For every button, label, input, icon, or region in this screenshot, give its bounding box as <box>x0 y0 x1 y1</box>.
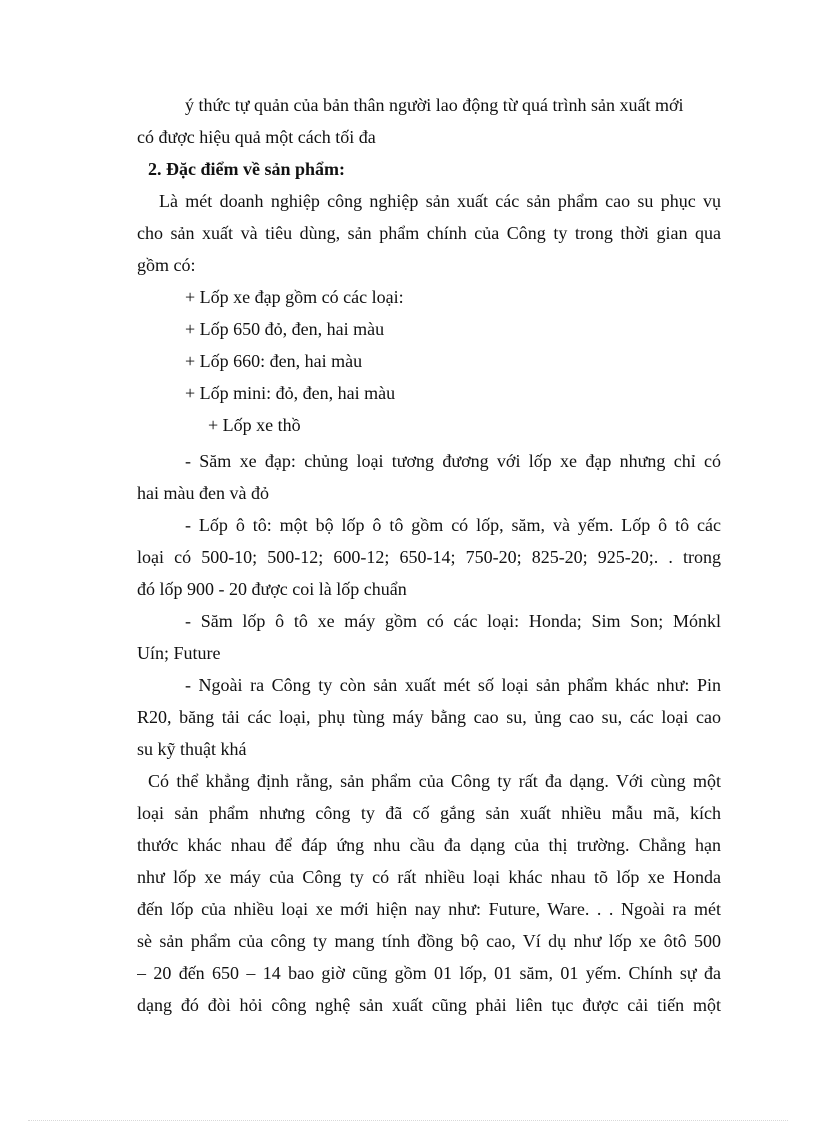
paragraph-line: đến lốp của nhiều loại xe mới hiện nay như: Future, Ware. . . Ngoài ra mét <box>137 899 721 919</box>
paragraph-line: Uín; Future <box>137 643 221 663</box>
paragraph-line: gồm có: <box>137 255 196 275</box>
paragraph-line: R20, băng tải các loại, phụ tùng máy bằng cao su, ủng cao su, các loại cao <box>137 707 721 727</box>
paragraph-line: đó lốp 900 - 20 được coi là lốp chuẩn <box>137 579 407 599</box>
paragraph-line: loại sản phẩm nhưng công ty đã cố gắng sản xuất nhiều mẫu mã, kích <box>137 803 721 823</box>
paragraph-line: Là mét doanh nghiệp công nghiệp sản xuất các sản phẩm cao su phục vụ <box>159 191 721 211</box>
paragraph-line: hai màu đen và đỏ <box>137 483 269 503</box>
paragraph-line: Có thể khẳng định rằng, sản phẩm của Công ty rất đa dạng. Với cùng một <box>148 771 721 791</box>
paragraph-line: như lốp xe máy của Công ty có rất nhiều loại khác nhau tõ lốp xe Honda <box>137 867 721 887</box>
list-item: + Lốp xe thồ <box>208 415 301 435</box>
paragraph-line: ý thức tự quản của bản thân người lao động từ quá trình sản xuất mới <box>185 95 684 115</box>
paragraph-line: cho sản xuất và tiêu dùng, sản phẩm chính của Công ty trong thời gian qua <box>137 223 721 243</box>
list-item: + Lốp 660: đen, hai màu <box>185 351 363 371</box>
paragraph-line: - Săm xe đạp: chủng loại tương đương với lốp xe đạp nhưng chỉ có <box>185 451 721 471</box>
paragraph-line: - Săm lốp ô tô xe máy gồm có các loại: Honda; Sim Son; Mónkl <box>185 611 721 631</box>
list-item: + Lốp 650 đỏ, đen, hai màu <box>185 319 385 339</box>
paragraph-line: - Ngoài ra Công ty còn sản xuất mét số loại sản phẩm khác như: Pin <box>185 675 721 695</box>
page-bottom-divider <box>28 1120 788 1121</box>
paragraph-line: dạng đó đòi hỏi công nghệ sản xuất cũng phải liên tục được cải tiến một <box>137 995 721 1015</box>
paragraph-line: - Lốp ô tô: một bộ lốp ô tô gồm có lốp, săm, và yếm. Lốp ô tô các <box>185 515 721 535</box>
paragraph-line: có được hiệu quả một cách tối đa <box>137 127 376 147</box>
paragraph-line: sè sản phẩm của công ty mang tính đồng bộ cao, Ví dụ như lốp xe ôtô 500 <box>137 931 721 951</box>
list-item: + Lốp xe đạp gồm có các loại: <box>185 287 404 307</box>
section-heading: 2. Đặc điểm về sản phẩm: <box>148 159 345 179</box>
paragraph-line: loại có 500-10; 500-12; 600-12; 650-14; 750-20; 825-20; 925-20;. . trong <box>137 547 721 567</box>
list-item: + Lốp mini: đỏ, đen, hai màu <box>185 383 396 403</box>
paragraph-line: – 20 đến 650 – 14 bao giờ cũng gồm 01 lốp, 01 săm, 01 yếm. Chính sự đa <box>137 963 721 983</box>
paragraph-line: su kỹ thuật khá <box>137 739 247 759</box>
paragraph-line: thước khác nhau để đáp ứng nhu cầu đa dạng của thị trường. Chẳng hạn <box>137 835 721 855</box>
